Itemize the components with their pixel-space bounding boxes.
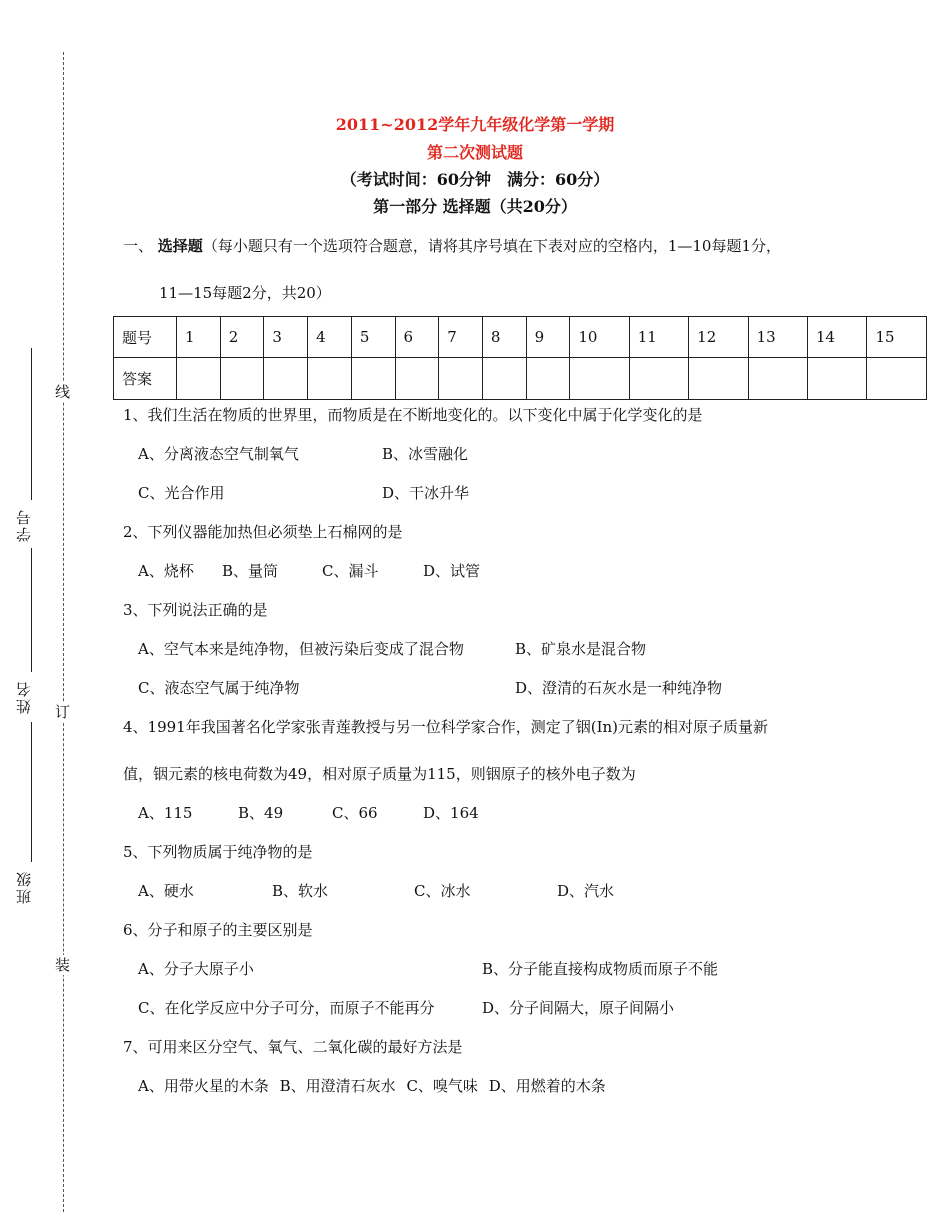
question-number-cell: 8	[482, 317, 526, 358]
student-no-label: 学号	[15, 508, 33, 542]
part-title: 第一部分 选择题（共20分）	[373, 197, 577, 216]
name-label: 姓名	[15, 680, 33, 714]
question-number-cell: 10	[570, 317, 629, 358]
binding-dashed-line	[63, 52, 64, 1212]
question-3-stem: 3、下列说法正确的是	[123, 601, 268, 619]
answer-cell[interactable]	[439, 358, 483, 400]
question-1-option-d: D、干冰升华	[382, 484, 470, 502]
class-label: 班级	[15, 870, 33, 904]
answer-cell[interactable]	[220, 358, 264, 400]
answer-cell[interactable]	[308, 358, 352, 400]
question-1-option-b: B、冰雪融化	[382, 445, 469, 463]
section-instructions-1: （每小题只有一个选项符合题意，请将其序号填在下表对应的空格内，1—10每题1分，	[202, 237, 781, 255]
answer-cell[interactable]	[689, 358, 748, 400]
student-no-line	[31, 348, 32, 500]
question-number-cell: 9	[526, 317, 570, 358]
question-number-cell: 4	[308, 317, 352, 358]
question-7-option-a: A、用带火星的木条	[138, 1077, 269, 1095]
question-2-stem: 2、下列仪器能加热但必须垫上石棉网的是	[123, 523, 403, 541]
question-number-cell: 5	[351, 317, 395, 358]
question-6-option-b: B、分子能直接构成物质而原子不能	[482, 960, 719, 978]
exam-info: （考试时间：60分钟 满分：60分）	[340, 170, 610, 189]
question-2-option-d: D、试管	[423, 562, 481, 580]
question-4-option-a: A、115	[138, 804, 193, 822]
question-1-stem: 1、我们生活在物质的世界里，而物质是在不断地变化的。以下变化中属于化学变化的是	[123, 406, 703, 424]
question-3-option-a: A、空气本来是纯净物，但被污染后变成了混合物	[138, 640, 464, 658]
answer-cell[interactable]	[629, 358, 688, 400]
question-6-stem: 6、分子和原子的主要区别是	[123, 921, 313, 939]
question-5-option-a: A、硬水	[138, 882, 194, 900]
question-number-cell: 15	[867, 317, 927, 358]
question-7-options	[138, 1075, 606, 1096]
question-4-stem-line1: 4、1991年我国著名化学家张青莲教授与另一位科学家合作，测定了铟(In)元素的相对原子质量新	[123, 718, 769, 736]
exam-title-line1: 2011~2012学年九年级化学第一学期	[335, 115, 615, 134]
answer-cell[interactable]	[177, 358, 221, 400]
question-4-option-b: B、49	[238, 804, 284, 822]
question-7-stem: 7、可用来区分空气、氧气、二氧化碳的最好方法是	[123, 1038, 463, 1056]
question-number-cell: 7	[439, 317, 483, 358]
section-number: 一、	[123, 237, 154, 255]
answer-header: 答案	[114, 358, 177, 400]
question-6-option-a: A、分子大原子小	[138, 960, 254, 978]
section-name: 选择题	[157, 237, 203, 255]
question-3-option-b: B、矿泉水是混合物	[515, 640, 647, 658]
answer-cell[interactable]	[570, 358, 629, 400]
question-number-cell: 14	[808, 317, 867, 358]
question-2-option-c: C、漏斗	[322, 562, 379, 580]
question-number-cell: 6	[395, 317, 439, 358]
question-6-option-c: C、在化学反应中分子可分，而原子不能再分	[138, 999, 435, 1017]
answer-cell[interactable]	[526, 358, 570, 400]
question-2-option-a: A、烧杯	[138, 562, 194, 580]
name-line	[31, 548, 32, 672]
margin-char-zhuang: 装	[55, 956, 71, 974]
answer-table	[113, 316, 927, 400]
exam-title-line2: 第二次测试题	[426, 143, 523, 162]
question-4-option-c: C、66	[332, 804, 378, 822]
answer-cell[interactable]	[808, 358, 867, 400]
answer-cell[interactable]	[395, 358, 439, 400]
question-number-row	[114, 317, 927, 358]
margin-char-ding: 订	[55, 703, 71, 721]
question-5-option-c: C、冰水	[414, 882, 471, 900]
question-number-cell: 3	[264, 317, 308, 358]
answer-row	[114, 358, 927, 400]
margin-char-xian: 线	[55, 383, 71, 401]
class-line	[31, 722, 32, 862]
section-instructions-2: 11—15每题2分，共20）	[159, 284, 331, 302]
question-6-option-d: D、分子间隔大，原子间隔小	[482, 999, 675, 1017]
question-number-cell: 1	[177, 317, 221, 358]
question-1-option-c: C、光合作用	[138, 484, 225, 502]
question-number-cell: 11	[629, 317, 688, 358]
question-number-cell: 13	[748, 317, 807, 358]
question-7-option-b: B、用澄清石灰水	[279, 1077, 396, 1095]
section-instructions	[123, 235, 781, 256]
question-7-option-c: C、嗅气味	[406, 1077, 478, 1095]
answer-cell[interactable]	[867, 358, 927, 400]
answer-cell[interactable]	[482, 358, 526, 400]
question-3-option-c: C、液态空气属于纯净物	[138, 679, 300, 697]
question-5-option-d: D、汽水	[557, 882, 615, 900]
question-3-option-d: D、澄清的石灰水是一种纯净物	[515, 679, 723, 697]
question-2-option-b: B、量筒	[222, 562, 279, 580]
question-number-header: 题号	[114, 317, 177, 358]
question-4-option-d: D、164	[423, 804, 479, 822]
answer-cell[interactable]	[351, 358, 395, 400]
question-number-cell: 2	[220, 317, 264, 358]
answer-cell[interactable]	[748, 358, 807, 400]
question-5-stem: 5、下列物质属于纯净物的是	[123, 843, 313, 861]
question-5-option-b: B、软水	[272, 882, 329, 900]
question-1-option-a: A、分离液态空气制氧气	[138, 445, 299, 463]
question-7-option-d: D、用燃着的木条	[488, 1077, 606, 1095]
answer-cell[interactable]	[264, 358, 308, 400]
question-number-cell: 12	[689, 317, 748, 358]
question-4-stem-line2: 值，铟元素的核电荷数为49，相对原子质量为115，则铟原子的核外电子数为	[123, 765, 636, 783]
